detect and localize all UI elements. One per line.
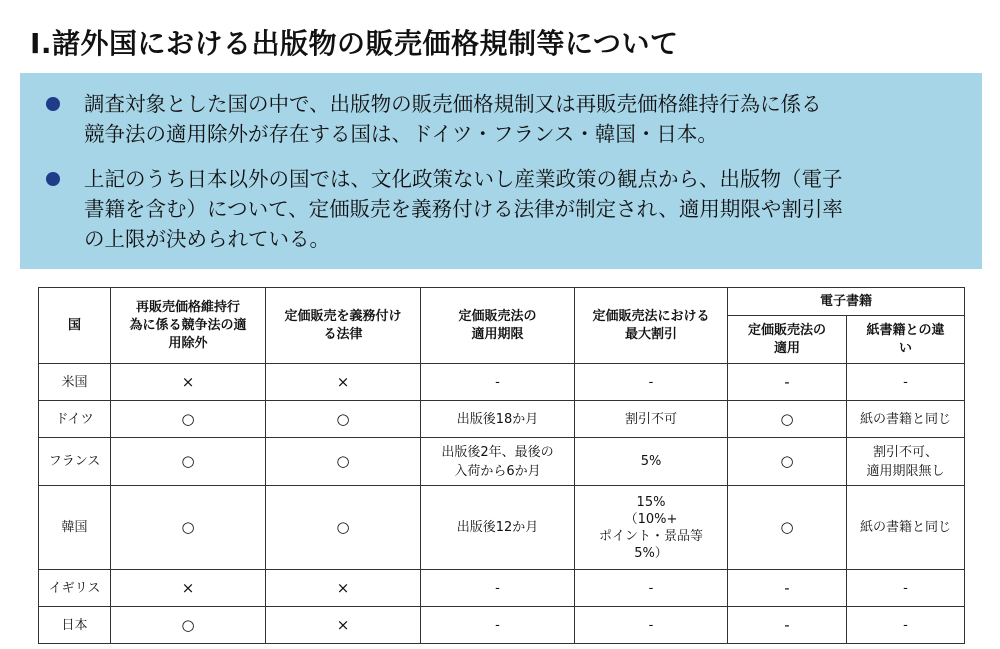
cell-ebook-difference: - bbox=[847, 607, 965, 644]
cell-country: 日本 bbox=[39, 607, 111, 644]
cell-max-discount: 割引不可 bbox=[575, 401, 728, 438]
cell-antitrust: ○ bbox=[111, 486, 266, 570]
cell-period: 出版後2年、最後の 入荷から6か月 bbox=[421, 438, 575, 486]
cell-antitrust: × bbox=[111, 570, 266, 607]
summary-bullet-text: 上記のうち日本以外の国では、文化政策ないし産業政策の観点から、出版物（電子 書籍を含む）について、定価販売を義務付ける法律が制定され、適用期限や割引率 の上限が決められている。 bbox=[84, 167, 843, 251]
header-application-period: 定価販売法の 適用期限 bbox=[421, 288, 575, 364]
cell-ebook-application: - bbox=[728, 364, 847, 401]
cell-country: イギリス bbox=[39, 570, 111, 607]
cell-period: 出版後12か月 bbox=[421, 486, 575, 570]
table-row bbox=[39, 486, 965, 570]
cell-country: 米国 bbox=[39, 364, 111, 401]
cell-ebook-difference: - bbox=[847, 570, 965, 607]
cell-fixed-law: ○ bbox=[266, 438, 421, 486]
summary-box bbox=[20, 73, 982, 269]
summary-bullet bbox=[46, 164, 962, 254]
cell-ebook-application: ○ bbox=[728, 486, 847, 570]
summary-bullet bbox=[46, 89, 962, 149]
cell-fixed-law: × bbox=[266, 570, 421, 607]
cell-period: - bbox=[421, 364, 575, 401]
cell-ebook-application: - bbox=[728, 607, 847, 644]
header-fixed-price-law: 定価販売を義務付け る法律 bbox=[266, 288, 421, 364]
page-title: Ⅰ.諸外国における出版物の販売価格規制等について bbox=[30, 27, 679, 60]
cell-period: 出版後18か月 bbox=[421, 401, 575, 438]
cell-fixed-law: ○ bbox=[266, 401, 421, 438]
cell-country: 韓国 bbox=[39, 486, 111, 570]
cell-antitrust: ○ bbox=[111, 438, 266, 486]
cell-fixed-law: ○ bbox=[266, 486, 421, 570]
header-ebook-difference: 紙書籍との違 い bbox=[847, 316, 965, 364]
cell-ebook-difference: 紙の書籍と同じ bbox=[847, 401, 965, 438]
cell-country: ドイツ bbox=[39, 401, 111, 438]
cell-period: - bbox=[421, 570, 575, 607]
cell-period: - bbox=[421, 607, 575, 644]
header-ebook-group: 電子書籍 bbox=[728, 288, 965, 316]
cell-max-discount: 5% bbox=[575, 438, 728, 486]
cell-ebook-difference: 割引不可、 適用期限無し bbox=[847, 438, 965, 486]
table-row bbox=[39, 438, 965, 486]
table-row bbox=[39, 570, 965, 607]
bullet-dot-icon bbox=[46, 172, 60, 186]
cell-ebook-application: ○ bbox=[728, 438, 847, 486]
cell-max-discount: - bbox=[575, 570, 728, 607]
cell-country: フランス bbox=[39, 438, 111, 486]
cell-max-discount: 15% （10%+ ポイント・景品等 5%） bbox=[575, 486, 728, 570]
cell-fixed-law: × bbox=[266, 607, 421, 644]
header-antitrust-exemption: 再販売価格維持行 為に係る競争法の適 用除外 bbox=[111, 288, 266, 364]
bullet-dot-icon bbox=[46, 97, 60, 111]
cell-max-discount: - bbox=[575, 364, 728, 401]
cell-max-discount: - bbox=[575, 607, 728, 644]
header-country: 国 bbox=[39, 288, 111, 364]
header-row bbox=[39, 288, 965, 316]
table-row bbox=[39, 364, 965, 401]
cell-ebook-difference: 紙の書籍と同じ bbox=[847, 486, 965, 570]
cell-ebook-difference: - bbox=[847, 364, 965, 401]
cell-antitrust: ○ bbox=[111, 607, 266, 644]
table-row bbox=[39, 607, 965, 644]
table-row bbox=[39, 401, 965, 438]
regulation-table bbox=[38, 287, 965, 644]
cell-antitrust: × bbox=[111, 364, 266, 401]
cell-antitrust: ○ bbox=[111, 401, 266, 438]
summary-bullet-text: 調査対象とした国の中で、出版物の販売価格規制又は再販売価格維持行為に係る 競争法の適用除外が存在する国は、ドイツ・フランス・韓国・日本。 bbox=[84, 92, 822, 146]
cell-ebook-application: - bbox=[728, 570, 847, 607]
cell-fixed-law: × bbox=[266, 364, 421, 401]
header-ebook-application: 定価販売法の 適用 bbox=[728, 316, 847, 364]
header-max-discount: 定価販売法における 最大割引 bbox=[575, 288, 728, 364]
cell-ebook-application: ○ bbox=[728, 401, 847, 438]
